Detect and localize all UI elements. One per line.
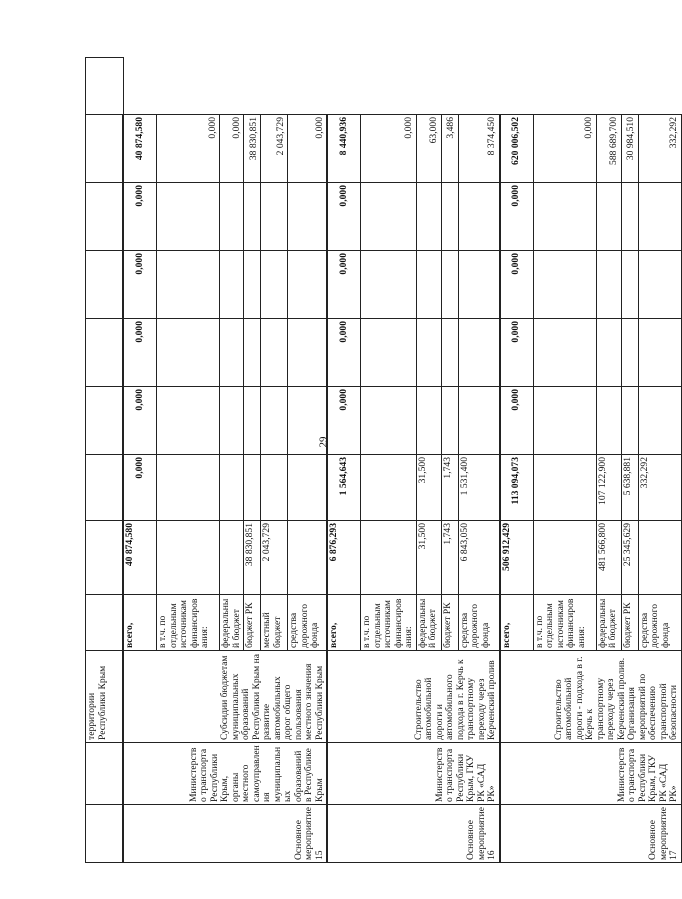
amount-year-5 <box>416 183 441 251</box>
cell-empty <box>86 115 124 183</box>
amount-year-1: 332,292 <box>638 455 681 521</box>
amount-year-2: 0,000 <box>500 387 534 455</box>
amount-year-1: 0,000 <box>123 455 157 521</box>
amount-year-3 <box>261 319 288 387</box>
amount-year-3 <box>416 319 441 387</box>
funding-source: всего, <box>500 595 534 651</box>
amount-total <box>361 521 417 595</box>
amount-year-5 <box>220 183 244 251</box>
funding-source: бюджет РК <box>244 595 261 651</box>
amount-year-3 <box>638 319 681 387</box>
cell-empty <box>86 455 124 521</box>
activity-executor: Министерство транспорта Республики Крым, органы местного самоуправления муниципальных образований в Республике Крым <box>123 743 327 805</box>
amount-year-6: 3,486 <box>441 115 458 183</box>
amount-year-3 <box>621 319 638 387</box>
amount-year-1 <box>533 455 596 521</box>
amount-year-5 <box>638 183 681 251</box>
amount-year-3 <box>596 319 621 387</box>
amount-year-1: 5 638,881 <box>621 455 638 521</box>
table-row <box>500 58 534 863</box>
amount-year-6: 40 874,580 <box>123 115 157 183</box>
table-body <box>86 58 682 863</box>
amount-year-5 <box>441 183 458 251</box>
table-row <box>123 58 157 863</box>
cell-empty <box>86 387 124 455</box>
amount-total: 1,743 <box>441 521 458 595</box>
amount-year-4 <box>261 251 288 319</box>
amount-year-4: 0,000 <box>123 251 157 319</box>
amount-year-4 <box>361 251 417 319</box>
table-row <box>327 58 361 863</box>
amount-year-6: 588 689,700 <box>596 115 621 183</box>
amount-year-4 <box>244 251 261 319</box>
activity-description: Строительство автомобильной дороги и автомобильного подхода в г. Керчь к транспортному переходу через Керченский пролив <box>327 651 500 743</box>
cell-empty <box>86 595 124 651</box>
funding-source: в т.ч. по отдельным источникам финансирования: <box>361 595 417 651</box>
amount-year-1: 31,500 <box>416 455 441 521</box>
funding-source: всего, <box>327 595 361 651</box>
amount-total: 2 043,729 <box>261 521 288 595</box>
amount-year-2 <box>533 387 596 455</box>
amount-year-2 <box>157 387 220 455</box>
amount-year-2: 0,000 <box>327 387 361 455</box>
amount-year-4 <box>288 251 328 319</box>
cell-empty <box>86 743 124 805</box>
amount-year-6: 0,000 <box>220 115 244 183</box>
amount-year-2 <box>458 387 500 455</box>
activity-description: Строительство автомобильной дороги - подхода в г. Керчь к транспортному переходу через Керченский пролив. Организация мероприятий по обеспечению транспортной безопасности <box>500 651 682 743</box>
amount-total: 481 566,800 <box>596 521 621 595</box>
amount-year-2 <box>261 387 288 455</box>
amount-total: 506 912,429 <box>500 521 534 595</box>
amount-year-5 <box>261 183 288 251</box>
amount-year-4 <box>458 251 500 319</box>
amount-year-5 <box>244 183 261 251</box>
amount-year-3 <box>157 319 220 387</box>
amount-year-3 <box>441 319 458 387</box>
rotated-table-wrapper <box>85 58 679 863</box>
page-number: 29 <box>317 436 330 448</box>
cell-empty <box>86 251 124 319</box>
amount-year-5 <box>361 183 417 251</box>
amount-year-6: 8 374,450 <box>458 115 500 183</box>
funding-source: всего, <box>123 595 157 651</box>
amount-year-5 <box>533 183 596 251</box>
amount-year-1 <box>288 455 328 521</box>
funding-source: федеральный бюджет <box>596 595 621 651</box>
amount-year-5 <box>288 183 328 251</box>
funding-source: средства дорожного фонда <box>638 595 681 651</box>
amount-year-4 <box>596 251 621 319</box>
amount-year-6: 620 006,502 <box>500 115 534 183</box>
amount-year-4: 0,000 <box>500 251 534 319</box>
amount-total <box>638 521 681 595</box>
cell-empty <box>86 521 124 595</box>
amount-year-3: 0,000 <box>500 319 534 387</box>
funding-source: бюджет РК <box>441 595 458 651</box>
amount-year-2 <box>441 387 458 455</box>
activity-description: Субсидии бюджетам муниципальных образований Республики Крым на развитие автомобильных дорог общего пользования местного значения Республики Крым <box>123 651 327 743</box>
funding-source: федеральный бюджет <box>220 595 244 651</box>
amount-year-1: 113 094,073 <box>500 455 534 521</box>
amount-year-2 <box>638 387 681 455</box>
amount-year-6: 8 440,936 <box>327 115 361 183</box>
amount-year-4 <box>157 251 220 319</box>
amount-year-3: 0,000 <box>123 319 157 387</box>
amount-year-6: 0,000 <box>288 115 328 183</box>
amount-year-3 <box>458 319 500 387</box>
amount-year-1: 1 564,643 <box>327 455 361 521</box>
amount-year-2 <box>220 387 244 455</box>
amount-total: 31,500 <box>416 521 441 595</box>
funding-source: средства дорожного фонда <box>288 595 328 651</box>
amount-year-5 <box>596 183 621 251</box>
amount-year-1 <box>361 455 417 521</box>
amount-year-1: 107 122,900 <box>596 455 621 521</box>
amount-year-1 <box>157 455 220 521</box>
funding-source: в т.ч. по отдельным источникам финансирования: <box>157 595 220 651</box>
amount-year-5: 0,000 <box>327 183 361 251</box>
amount-total: 38 830,851 <box>244 521 261 595</box>
amount-year-3 <box>288 319 328 387</box>
amount-year-1: 1 531,400 <box>458 455 500 521</box>
amount-total: 6 843,050 <box>458 521 500 595</box>
funding-source: федеральный бюджет <box>416 595 441 651</box>
amount-year-2 <box>288 387 328 455</box>
amount-year-5 <box>157 183 220 251</box>
amount-total <box>533 521 596 595</box>
amount-year-4 <box>220 251 244 319</box>
amount-year-5 <box>621 183 638 251</box>
amount-year-1 <box>244 455 261 521</box>
amount-year-1: 1,743 <box>441 455 458 521</box>
amount-year-6: 2 043,729 <box>261 115 288 183</box>
activity-label: Основное мероприятие 15 <box>123 805 327 863</box>
amount-year-4 <box>441 251 458 319</box>
amount-year-3 <box>244 319 261 387</box>
amount-year-6: 0,000 <box>157 115 220 183</box>
amount-year-4 <box>416 251 441 319</box>
amount-year-2 <box>596 387 621 455</box>
funding-source: местный бюджет <box>261 595 288 651</box>
amount-year-6: 0,000 <box>533 115 596 183</box>
budget-table <box>85 57 682 863</box>
activity-label: Основное мероприятие 16 <box>327 805 500 863</box>
funding-source: в т.ч. по отдельным источникам финансирования: <box>533 595 596 651</box>
amount-year-2 <box>361 387 417 455</box>
funding-source: бюджет РК <box>621 595 638 651</box>
amount-year-6: 38 830,851 <box>244 115 261 183</box>
amount-year-6: 0,000 <box>361 115 417 183</box>
amount-year-4: 0,000 <box>327 251 361 319</box>
amount-year-3: 0,000 <box>327 319 361 387</box>
amount-year-2 <box>621 387 638 455</box>
amount-total: 6 876,293 <box>327 521 361 595</box>
amount-year-4 <box>621 251 638 319</box>
amount-year-3 <box>533 319 596 387</box>
amount-year-5 <box>458 183 500 251</box>
amount-year-2: 0,000 <box>123 387 157 455</box>
amount-year-5: 0,000 <box>500 183 534 251</box>
activity-executor: Министерство транспорта Республики Крым, ГКУ РК «САД РК» <box>327 743 500 805</box>
amount-total <box>288 521 328 595</box>
amount-year-6: 332,292 <box>638 115 681 183</box>
amount-year-5: 0,000 <box>123 183 157 251</box>
activity-executor: Министерство транспорта Республики Крым, ГКУ РК «САД РК» <box>500 743 682 805</box>
amount-year-1 <box>220 455 244 521</box>
amount-year-3 <box>361 319 417 387</box>
amount-year-2 <box>244 387 261 455</box>
amount-year-3 <box>220 319 244 387</box>
cell-empty <box>86 58 124 115</box>
cell-empty <box>86 319 124 387</box>
amount-year-2 <box>416 387 441 455</box>
cell-empty <box>86 183 124 251</box>
activity-label: Основное мероприятие 17 <box>500 805 682 863</box>
amount-year-4 <box>533 251 596 319</box>
amount-year-6: 63,000 <box>416 115 441 183</box>
funding-source: средства дорожного фонда <box>458 595 500 651</box>
amount-total: 40 874,580 <box>123 521 157 595</box>
cell-empty <box>86 805 124 863</box>
amount-total <box>157 521 220 595</box>
amount-year-1 <box>261 455 288 521</box>
amount-year-6: 30 984,510 <box>621 115 638 183</box>
continuation-text: территории Республики Крым <box>86 651 124 743</box>
amount-year-4 <box>638 251 681 319</box>
amount-total: 25 345,629 <box>621 521 638 595</box>
amount-total <box>220 521 244 595</box>
continuation-row <box>86 58 124 863</box>
